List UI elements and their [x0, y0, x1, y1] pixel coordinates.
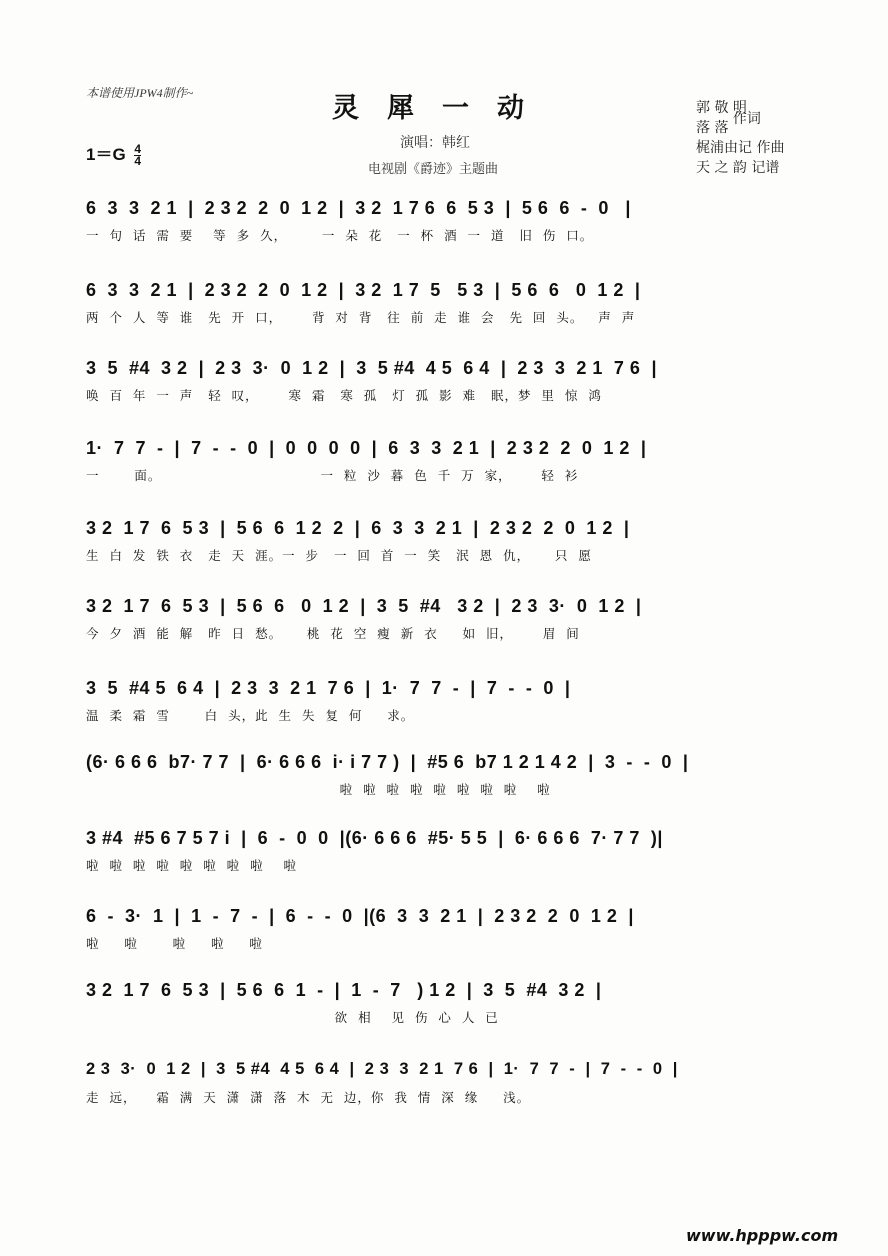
singer: 演唱：韩红 — [400, 135, 470, 151]
notation: 3 2 1 7 6 5 3 | 5 6 6 1 2 2 | 6 3 3 2 1 | 2 3 2 2 0 1 2 | — [86, 518, 630, 538]
notation: 3 2 1 7 6 5 3 | 5 6 6 0 1 2 | 3 5 #4 3 2 | 2 3 3· 0 1 2 | — [86, 596, 642, 616]
credits — [696, 98, 784, 178]
lyrics: 欲 相 见 伤 心 人 已 — [86, 1010, 499, 1025]
lyrics: 啦 啦 啦 啦 啦 啦 啦 啦 啦 — [86, 782, 551, 797]
score-line-1 — [86, 198, 814, 244]
key-signature — [86, 140, 141, 167]
lyrics: 两 个 人 等 谁 先 开 口， 背 对 背 往 前 走 谁 会 先 回 头。 声 声 — [86, 310, 636, 325]
notation: 6 3 3 2 1 | 2 3 2 2 0 1 2 | 3 2 1 7 6 6 5 3 | 5 6 6 - 0 | — [86, 198, 631, 218]
lyrics: 一 面。 一 粒 沙 暮 色 千 万 家， 轻 衫 — [86, 468, 579, 483]
lyrics: 啦 啦 啦 啦 啦 — [86, 936, 263, 951]
notation: 6 - 3· 1 | 1 - 7 - | 6 - - 0 |(6 3 3 2 1 | 2 3 2 2 0 1 2 | — [86, 906, 634, 926]
notation: 3 2 1 7 6 5 3 | 5 6 6 1 - | 1 - 7 ) 1 2 | 3 5 #4 3 2 | — [86, 980, 602, 1000]
site-watermark: www.hpppw.com — [686, 1226, 839, 1245]
notation: 1· 7 7 - | 7 - - 0 | 0 0 0 0 | 6 3 3 2 1 | 2 3 2 2 0 1 2 | — [86, 438, 647, 458]
score-line-7 — [86, 678, 814, 724]
credit-lyricist-1: 郭 敬 明 — [696, 100, 747, 116]
time-signature-top: 4 — [134, 142, 142, 157]
score-line-12 — [86, 1060, 814, 1106]
lyrics: 今 夕 酒 能 解 昨 日 愁。 桃 花 空 瘦 新 衣 如 旧， 眉 间 — [86, 626, 580, 641]
score-line-6 — [86, 596, 814, 642]
score-line-2 — [86, 280, 814, 326]
notation: (6· 6 6 6 b7· 7 7 | 6· 6 6 6 i· i 7 7 ) | #5 6 b7 1 2 1 4 2 | 3 - - 0 | — [86, 752, 689, 772]
notation: 3 5 #4 3 2 | 2 3 3· 0 1 2 | 3 5 #4 4 5 6 4 | 2 3 3 2 1 7 6 | — [86, 358, 657, 378]
key-label: 1＝G — [86, 145, 126, 164]
score-line-11 — [86, 980, 814, 1026]
time-signature — [134, 144, 141, 167]
credit-lyricist-2: 落 落 作词 — [696, 111, 761, 136]
lyric-credit-label: 作词 — [732, 111, 761, 127]
notation: 2 3 3· 0 1 2 | 3 5 #4 4 5 6 4 | 2 3 3 2 1 7 6 | 1· 7 7 - | 7 - - 0 | — [86, 1060, 678, 1078]
song-title: 灵犀一动 — [332, 93, 552, 124]
lyrics: 温 柔 霜 雪 白 头，此 生 失 复 何 求。 — [86, 708, 415, 723]
lyrics: 生 白 发 铁 衣 走 天 涯。一 步 一 回 首 一 笑 泯 恩 仇， 只 愿 — [86, 548, 592, 563]
score-line-8 — [86, 752, 814, 798]
score-line-3 — [86, 358, 814, 404]
notation: 6 3 3 2 1 | 2 3 2 2 0 1 2 | 3 2 1 7 5 5 3 | 5 6 6 0 1 2 | — [86, 280, 641, 300]
software-note: 本谱使用JPW4制作~ — [86, 86, 194, 100]
notation: 3 #4 #5 6 7 5 7 i | 6 - 0 0 |(6· 6 6 6 #5· 5 5 | 6· 6 6 6 7· 7 7 )| — [86, 828, 663, 848]
subtitle: 电视剧《爵迹》主题曲 — [368, 162, 499, 177]
credit-composer: 梶浦由记 作曲 — [696, 140, 785, 156]
score-line-4 — [86, 438, 814, 484]
lyrics: 唤 百 年 一 声 轻 叹， 寒 霜 寒 孤 灯 孤 影 难 眠，梦 里 惊 鸿 — [86, 388, 602, 403]
notation: 3 5 #4 5 6 4 | 2 3 3 2 1 7 6 | 1· 7 7 - | 7 - - 0 | — [86, 678, 571, 698]
lyrics: 走 远， 霜 满 天 潇 潇 落 木 无 边，你 我 情 深 缘 浅。 — [86, 1090, 531, 1105]
lyrics: 一 句 话 需 要 等 多 久， 一 朵 花 一 杯 酒 一 道 旧 伤 口。 — [86, 228, 594, 243]
credit-transcriber: 天 之 韵 记谱 — [696, 160, 780, 176]
score-line-9 — [86, 828, 814, 874]
score-line-10 — [86, 906, 814, 952]
lyrics: 啦 啦 啦 啦 啦 啦 啦 啦 啦 — [86, 858, 298, 873]
score-line-5 — [86, 518, 814, 564]
time-signature-bottom: 4 — [134, 154, 142, 169]
